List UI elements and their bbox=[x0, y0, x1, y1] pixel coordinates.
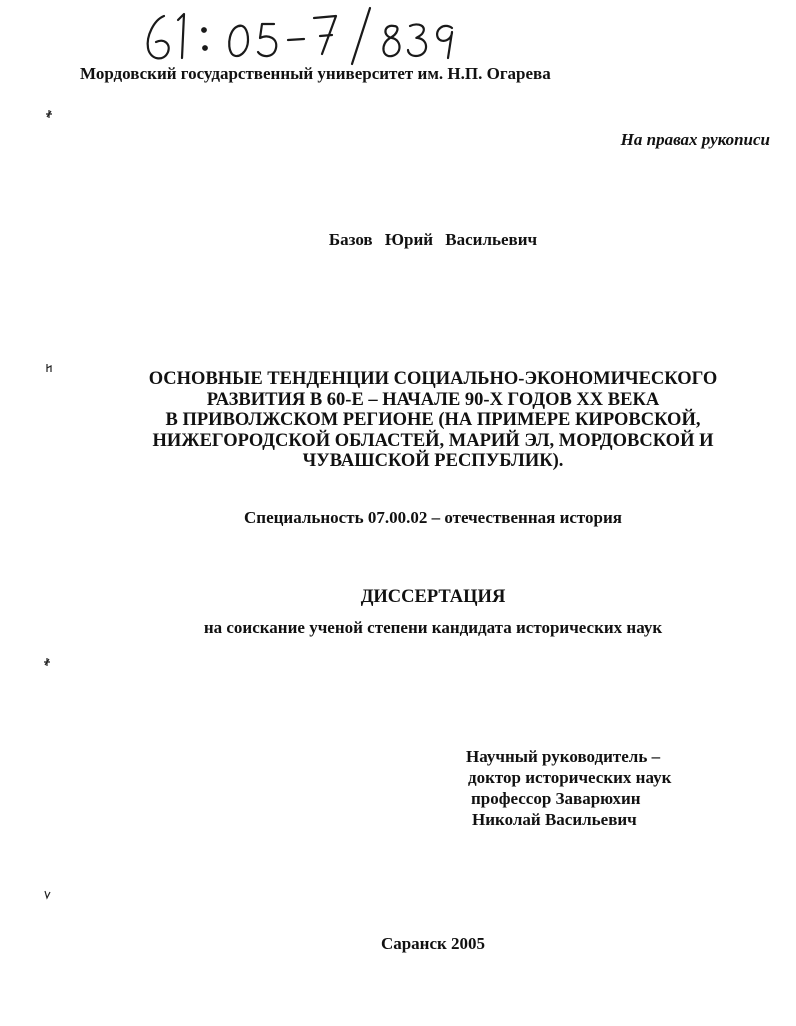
specialty-line: Специальность 07.00.02 – отечественная история bbox=[244, 508, 622, 527]
scan-artifact-mark bbox=[42, 888, 52, 900]
scan-artifact-mark bbox=[42, 656, 52, 668]
manuscript-rights-note: На правах рукописи bbox=[620, 130, 770, 149]
city-and-year: Саранск 2005 bbox=[380, 934, 486, 953]
thesis-title-line: ОСНОВНЫЕ ТЕНДЕНЦИИ СОЦИАЛЬНО-ЭКОНОМИЧЕСКОГО bbox=[148, 369, 718, 389]
supervisor-block bbox=[466, 746, 671, 830]
supervisor-line: профессор Заварюхин bbox=[471, 789, 641, 808]
supervisor-line: Николай Васильевич bbox=[472, 810, 637, 829]
thesis-title-line: В ПРИВОЛЖСКОМ РЕГИОНЕ (НА ПРИМЕРЕ КИРОВСКОЙ, bbox=[165, 410, 701, 430]
degree-line: на соискание ученой степени кандидата исторических наук bbox=[203, 618, 663, 637]
thesis-title-line: ЧУВАШСКОЙ РЕСПУБЛИК). bbox=[302, 451, 564, 471]
handwritten-archive-code bbox=[138, 2, 468, 68]
handwritten-code-drawing bbox=[138, 2, 468, 68]
thesis-title bbox=[0, 369, 796, 472]
scan-artifact-mark bbox=[44, 362, 54, 374]
university-name: Мордовский государственный университет им. Н.П. Огарева bbox=[80, 64, 551, 83]
supervisor-line: доктор исторических наук bbox=[468, 768, 672, 787]
supervisor-line: Научный руководитель – bbox=[466, 747, 661, 766]
scan-artifact-mark bbox=[44, 108, 54, 120]
thesis-title-line: РАЗВИТИЯ В 60-Е – НАЧАЛЕ 90-Х ГОДОВ XX ВЕКА bbox=[206, 389, 660, 410]
author-name: Базов Юрий Васильевич bbox=[328, 230, 538, 249]
document-type-heading: ДИССЕРТАЦИЯ bbox=[360, 587, 506, 607]
thesis-title-line: НИЖЕГОРОДСКОЙ ОБЛАСТЕЙ, МАРИЙ ЭЛ, МОРДОВСКОЙ И bbox=[152, 430, 714, 451]
